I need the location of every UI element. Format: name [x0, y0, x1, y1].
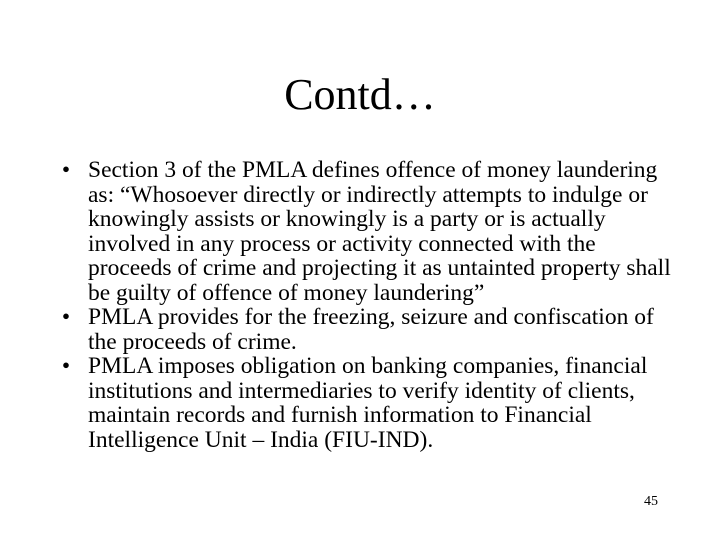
- bullet-item: [56, 305, 676, 354]
- slide-title: Contd…: [284, 70, 436, 119]
- bullet-icon: •: [61, 304, 71, 330]
- bullet-text: PMLA imposes obligation on banking companies, financial institutions and intermediaries to verify identity of clients, maintain records and furnish information to Financial Intelligence Unit – India (FIU-IND).: [88, 353, 648, 453]
- bullet-text: Section 3 of the PMLA defines offence of money laundering as: “Whosoever directly or indirectly attempts to indulge or knowingly assists or knowingly is a party or is actually involved in any process or activity connected with the proceeds of crime and projecting it as untainted property shall be guilty of offence of money laundering”: [88, 157, 671, 306]
- bullet-text: PMLA provides for the freezing, seizure and confiscation of the proceeds of crime.: [88, 304, 654, 355]
- bullet-icon: •: [61, 353, 71, 379]
- page-number: 45: [644, 494, 658, 509]
- bullet-list: [56, 158, 676, 452]
- bullet-icon: •: [61, 157, 71, 183]
- bullet-item: [56, 354, 676, 452]
- bullet-item: [56, 158, 676, 305]
